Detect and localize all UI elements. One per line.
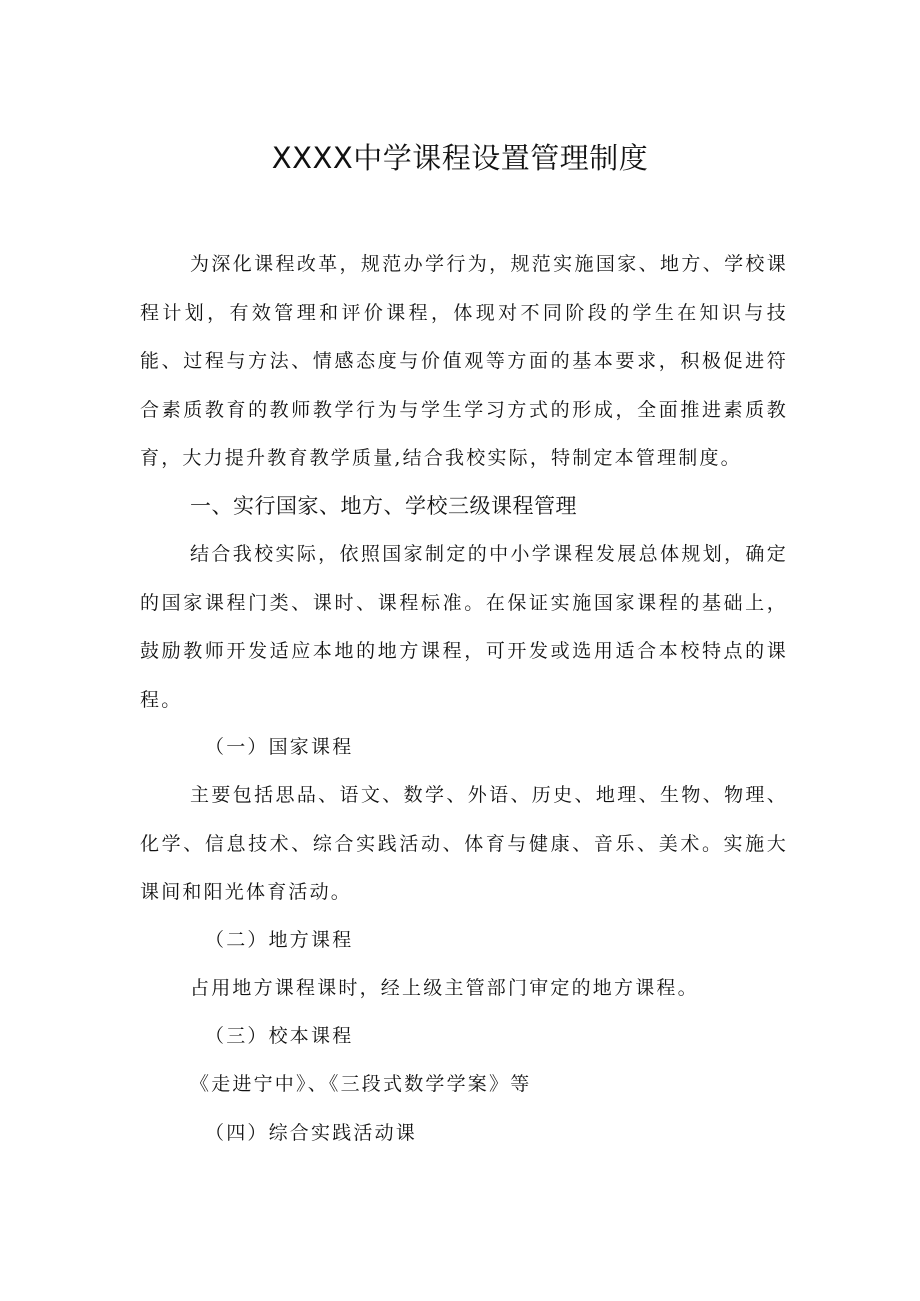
subsection-2-heading: （二）地方课程 [205,929,354,951]
subsection-2-body: 占用地方课程课时，经上级主管部门审定的地方课程。 [190,977,699,999]
section-1-heading: 一、实行国家、地方、学校三级课程管理 [190,494,577,518]
subsection-4-heading: （四）综合实践活动课 [205,1122,418,1144]
subsection-1-heading: （一）国家课程 [205,736,354,758]
subsection-1-body: 主要包括思品、语文、数学、外语、历史、地理、生物、物理、化学、信息技术、综合实践活动、体育与健康、音乐、美术。实施大课间和阳光体育活动。 [140,784,788,903]
intro-paragraph: 为深化课程改革，规范办学行为，规范实施国家、地方、学校课程计划，有效管理和评价课程，体现对不同阶段的学生在知识与技能、过程与方法、情感态度与价值观等方面的基本要求，积极促进符合素质教育的教师教学行为与学生学习方式的形成，全面推进素质教育，大力提升教育教学质量,结合我校实际，特制定本管理制度。 [140,253,788,469]
subsection-3-heading: （三）校本课程 [205,1025,354,1047]
document-title: XXXX中学课程设置管理制度 [271,141,649,175]
subsection-3-body: 《走进宁中》、《三段式数学学案》等 [190,1073,532,1095]
section-1-body: 结合我校实际，依照国家制定的中小学课程发展总体规划，确定的国家课程门类、课时、课程标准。在保证实施国家课程的基础上，鼓励教师开发适应本地的地方课程，可开发或选用适合本校特点的课程。 [140,543,788,711]
